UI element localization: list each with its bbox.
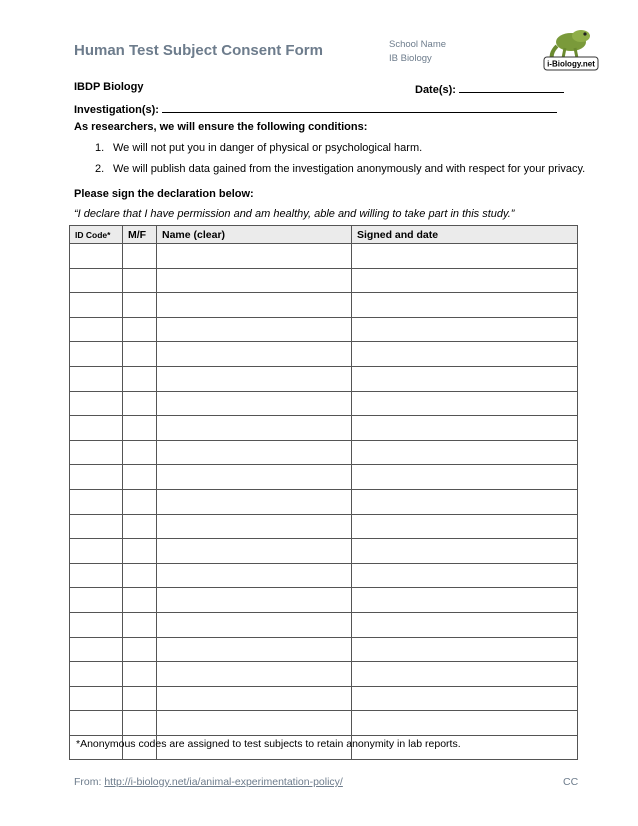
id-code-cell[interactable]: [70, 514, 123, 539]
table-row: [70, 686, 578, 711]
id-code-cell[interactable]: [70, 563, 123, 588]
header-id-code: ID Code*: [70, 226, 123, 244]
signed-cell[interactable]: [352, 686, 578, 711]
table-row: [70, 711, 578, 736]
id-code-cell[interactable]: [70, 416, 123, 441]
table-row: [70, 539, 578, 564]
table-row: [70, 563, 578, 588]
dates-label: Date(s):: [415, 84, 456, 96]
id-code-cell[interactable]: [70, 612, 123, 637]
mf-cell[interactable]: [123, 391, 157, 416]
id-code-cell[interactable]: [70, 539, 123, 564]
mf-cell[interactable]: [123, 244, 157, 269]
dates-blank-line[interactable]: [459, 81, 564, 93]
id-code-cell[interactable]: [70, 342, 123, 367]
list-item: 2. We will publish data gained from the investigation anonymously and with respect for your privacy.: [95, 163, 586, 175]
name-cell[interactable]: [157, 293, 352, 318]
mf-cell[interactable]: [123, 268, 157, 293]
table-row: [70, 268, 578, 293]
conditions-heading: As researchers, we will ensure the following conditions:: [74, 121, 368, 133]
id-code-cell[interactable]: [70, 268, 123, 293]
table-row: [70, 662, 578, 687]
i-biology-logo: [541, 20, 601, 72]
id-code-cell[interactable]: [70, 711, 123, 736]
table-row: [70, 489, 578, 514]
school-name: School Name: [389, 39, 447, 50]
id-code-cell[interactable]: [70, 366, 123, 391]
mf-cell[interactable]: [123, 465, 157, 490]
footer-cc: CC: [563, 776, 579, 788]
table-row: [70, 465, 578, 490]
investigation-blank-line[interactable]: [162, 101, 557, 113]
table-row: [70, 342, 578, 367]
name-cell[interactable]: [157, 588, 352, 613]
table-row: [70, 293, 578, 318]
name-cell[interactable]: [157, 563, 352, 588]
logo-text: i-Biology.net: [547, 59, 595, 69]
signed-cell[interactable]: [352, 539, 578, 564]
mf-cell[interactable]: [123, 711, 157, 736]
id-code-cell[interactable]: [70, 317, 123, 342]
table-row: [70, 416, 578, 441]
mf-cell[interactable]: [123, 662, 157, 687]
footer-from-label: From:: [74, 776, 102, 788]
course-label: IBDP Biology: [74, 81, 144, 93]
id-code-cell[interactable]: [70, 293, 123, 318]
signed-cell[interactable]: [352, 489, 578, 514]
id-code-cell[interactable]: [70, 489, 123, 514]
declaration-text: “I declare that I have permission and am healthy, able and willing to take part in this study.”: [74, 208, 515, 220]
table-row: [70, 366, 578, 391]
name-cell[interactable]: [157, 391, 352, 416]
footer-link[interactable]: http://i-biology.net/ia/animal-experimentation-policy/: [104, 776, 343, 788]
id-code-cell[interactable]: [70, 686, 123, 711]
investigation-label: Investigation(s):: [74, 104, 159, 116]
mf-cell[interactable]: [123, 293, 157, 318]
signed-cell[interactable]: [352, 440, 578, 465]
signed-cell[interactable]: [352, 317, 578, 342]
mf-cell[interactable]: [123, 686, 157, 711]
table-row: [70, 244, 578, 269]
sign-heading: Please sign the declaration below:: [74, 188, 254, 200]
school-info: [389, 38, 446, 66]
mf-cell[interactable]: [123, 612, 157, 637]
signed-cell[interactable]: [352, 612, 578, 637]
mf-cell[interactable]: [123, 514, 157, 539]
header-mf: M/F: [123, 226, 157, 244]
signed-cell[interactable]: [352, 416, 578, 441]
investigation-field: [74, 101, 557, 116]
mf-cell[interactable]: [123, 440, 157, 465]
mf-cell[interactable]: [123, 366, 157, 391]
mf-cell[interactable]: [123, 317, 157, 342]
header-signed: Signed and date: [352, 226, 578, 244]
name-cell[interactable]: [157, 612, 352, 637]
signed-cell[interactable]: [352, 342, 578, 367]
id-code-cell[interactable]: [70, 244, 123, 269]
id-code-cell[interactable]: [70, 637, 123, 662]
table-row: [70, 612, 578, 637]
signed-cell[interactable]: [352, 711, 578, 736]
table-row: [70, 317, 578, 342]
school-subject: IB Biology: [389, 53, 432, 64]
mf-cell[interactable]: [123, 588, 157, 613]
id-code-cell[interactable]: [70, 391, 123, 416]
name-cell[interactable]: [157, 416, 352, 441]
table-row: [70, 440, 578, 465]
mf-cell[interactable]: [123, 563, 157, 588]
name-cell[interactable]: [157, 317, 352, 342]
name-cell[interactable]: [157, 244, 352, 269]
mf-cell[interactable]: [123, 489, 157, 514]
conditions-list: [95, 138, 585, 180]
id-code-cell[interactable]: [70, 662, 123, 687]
name-cell[interactable]: [157, 342, 352, 367]
anonymity-note: *Anonymous codes are assigned to test subjects to retain anonymity in lab reports.: [76, 738, 461, 750]
name-cell[interactable]: [157, 711, 352, 736]
name-cell[interactable]: [157, 662, 352, 687]
header-name: Name (clear): [157, 226, 352, 244]
signed-cell[interactable]: [352, 563, 578, 588]
list-item: 1. We will not put you in danger of physical or psychological harm.: [95, 142, 423, 154]
signed-cell[interactable]: [352, 588, 578, 613]
signed-cell[interactable]: [352, 268, 578, 293]
mf-cell[interactable]: [123, 539, 157, 564]
signed-cell[interactable]: [352, 366, 578, 391]
signed-cell[interactable]: [352, 391, 578, 416]
id-code-cell[interactable]: [70, 440, 123, 465]
table-row: [70, 637, 578, 662]
signed-cell[interactable]: [352, 465, 578, 490]
name-cell[interactable]: [157, 366, 352, 391]
name-cell[interactable]: [157, 489, 352, 514]
id-code-cell[interactable]: [70, 465, 123, 490]
signed-cell[interactable]: [352, 637, 578, 662]
name-cell[interactable]: [157, 514, 352, 539]
signed-cell[interactable]: [352, 514, 578, 539]
table-row: [70, 588, 578, 613]
signature-table: [69, 225, 578, 760]
signed-cell[interactable]: [352, 662, 578, 687]
name-cell[interactable]: [157, 465, 352, 490]
table-body: [70, 244, 578, 760]
table-header-row: [70, 226, 578, 244]
mf-cell[interactable]: [123, 342, 157, 367]
name-cell[interactable]: [157, 539, 352, 564]
name-cell[interactable]: [157, 268, 352, 293]
table-row: [70, 514, 578, 539]
name-cell[interactable]: [157, 637, 352, 662]
mf-cell[interactable]: [123, 416, 157, 441]
form-title: Human Test Subject Consent Form: [74, 42, 323, 59]
name-cell[interactable]: [157, 686, 352, 711]
id-code-cell[interactable]: [70, 588, 123, 613]
footer-source: [74, 776, 343, 788]
signed-cell[interactable]: [352, 293, 578, 318]
table-row: [70, 391, 578, 416]
signed-cell[interactable]: [352, 244, 578, 269]
name-cell[interactable]: [157, 440, 352, 465]
mf-cell[interactable]: [123, 637, 157, 662]
dates-field: [415, 81, 564, 96]
